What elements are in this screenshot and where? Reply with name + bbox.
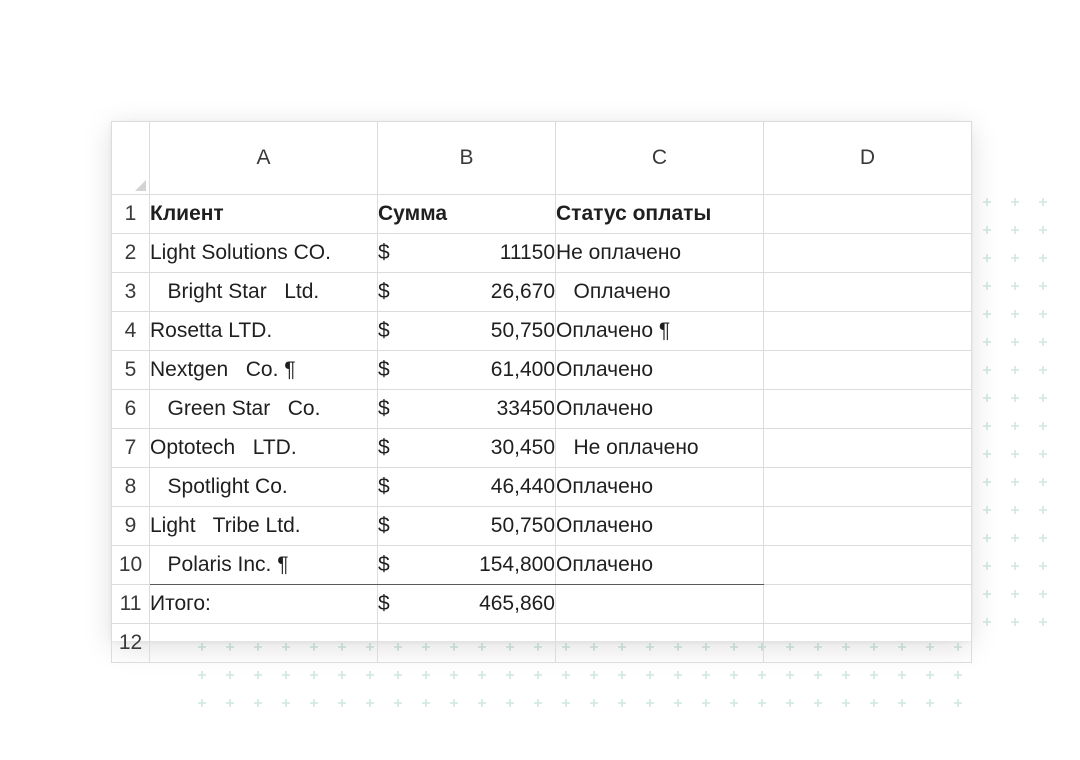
plus-mark xyxy=(534,699,542,707)
plus-mark xyxy=(590,699,598,707)
money-value xyxy=(378,397,555,421)
cell-c[interactable]: Не оплачено xyxy=(556,429,764,468)
column-header-a[interactable]: A xyxy=(150,122,378,195)
plus-mark xyxy=(758,699,766,707)
plus-mark xyxy=(366,699,374,707)
plus-mark xyxy=(1011,226,1019,234)
money-value xyxy=(378,592,555,616)
cell-c[interactable]: Не оплачено xyxy=(556,234,764,273)
plus-mark xyxy=(366,671,374,679)
plus-pattern-icon xyxy=(975,190,1065,630)
plus-mark xyxy=(338,671,346,679)
plus-mark xyxy=(926,671,934,679)
plus-mark xyxy=(1039,226,1047,234)
plus-mark xyxy=(422,671,430,679)
table-row xyxy=(112,585,972,624)
table-row xyxy=(112,273,972,312)
cell-c[interactable]: Оплачено xyxy=(556,507,764,546)
plus-mark xyxy=(954,671,962,679)
plus-mark xyxy=(618,671,626,679)
plus-mark xyxy=(870,699,878,707)
row-header[interactable]: 5 xyxy=(112,351,150,390)
plus-mark xyxy=(983,422,991,430)
plus-mark xyxy=(983,562,991,570)
row-header[interactable]: 12 xyxy=(112,624,150,663)
plus-mark xyxy=(983,310,991,318)
cell-c[interactable]: Статус оплаты xyxy=(556,195,764,234)
plus-mark xyxy=(1011,310,1019,318)
plus-mark xyxy=(842,699,850,707)
amount-value: 50,750 xyxy=(490,514,555,537)
plus-mark xyxy=(198,699,206,707)
plus-mark xyxy=(1039,534,1047,542)
currency-symbol: $ xyxy=(378,319,390,342)
currency-symbol: $ xyxy=(378,475,390,498)
plus-mark xyxy=(394,699,402,707)
currency-symbol: $ xyxy=(378,358,390,381)
plus-mark xyxy=(562,699,570,707)
money-value xyxy=(378,436,555,460)
column-header-d[interactable]: D xyxy=(764,122,972,195)
row-header[interactable]: 9 xyxy=(112,507,150,546)
table-row xyxy=(112,624,972,663)
table-row xyxy=(112,312,972,351)
cell-c[interactable] xyxy=(556,624,764,663)
cell-c[interactable] xyxy=(556,585,764,624)
plus-mark xyxy=(983,282,991,290)
table-row xyxy=(112,546,972,585)
plus-mark xyxy=(1039,310,1047,318)
table-row xyxy=(112,390,972,429)
cell-c[interactable]: Оплачено xyxy=(556,390,764,429)
amount-value: 154,800 xyxy=(479,553,555,576)
plus-mark xyxy=(282,671,290,679)
plus-mark xyxy=(478,671,486,679)
amount-value: 33450 xyxy=(496,397,555,420)
plus-mark xyxy=(1011,618,1019,626)
plus-mark xyxy=(898,671,906,679)
cell-b[interactable] xyxy=(378,507,556,546)
amount-value: 30,450 xyxy=(490,436,555,459)
plus-mark xyxy=(674,699,682,707)
cell-a[interactable] xyxy=(150,624,378,663)
cell-c[interactable]: Оплачено xyxy=(556,468,764,507)
plus-mark xyxy=(338,699,346,707)
plus-mark xyxy=(786,671,794,679)
plus-mark xyxy=(618,699,626,707)
plus-mark xyxy=(983,618,991,626)
plus-mark xyxy=(1039,366,1047,374)
plus-mark xyxy=(1039,478,1047,486)
currency-symbol: $ xyxy=(378,241,390,264)
plus-mark xyxy=(1039,422,1047,430)
plus-mark xyxy=(478,699,486,707)
plus-mark xyxy=(1011,562,1019,570)
money-value xyxy=(378,475,555,499)
plus-mark xyxy=(1039,506,1047,514)
cell-c[interactable]: Оплачено xyxy=(556,546,764,585)
cell-b[interactable] xyxy=(378,624,556,663)
row-header[interactable]: 6 xyxy=(112,390,150,429)
cell-a[interactable]: Optotech LTD. xyxy=(150,429,378,468)
money-value xyxy=(378,553,555,577)
plus-mark xyxy=(1011,282,1019,290)
plus-mark xyxy=(310,699,318,707)
plus-mark xyxy=(282,699,290,707)
plus-mark xyxy=(983,506,991,514)
column-header-c[interactable]: C xyxy=(556,122,764,195)
row-header[interactable]: 11 xyxy=(112,585,150,624)
currency-symbol: $ xyxy=(378,553,390,576)
cell-d[interactable] xyxy=(764,390,972,429)
table-row xyxy=(112,468,972,507)
cell-d[interactable] xyxy=(764,585,972,624)
amount-value: 465,860 xyxy=(479,592,555,615)
plus-mark xyxy=(842,671,850,679)
cell-a[interactable]: Light Solutions CO. xyxy=(150,234,378,273)
plus-mark xyxy=(983,338,991,346)
cell-d[interactable] xyxy=(764,429,972,468)
cell-b[interactable] xyxy=(378,468,556,507)
plus-mark xyxy=(1011,254,1019,262)
plus-mark xyxy=(590,671,598,679)
row-header[interactable]: 10 xyxy=(112,546,150,585)
plus-mark xyxy=(983,254,991,262)
plus-mark xyxy=(674,671,682,679)
amount-value: 46,440 xyxy=(490,475,555,498)
cell-a[interactable]: Клиент xyxy=(150,195,378,234)
table-row xyxy=(112,429,972,468)
plus-mark xyxy=(1011,394,1019,402)
row-header[interactable]: 3 xyxy=(112,273,150,312)
plus-mark xyxy=(1011,422,1019,430)
plus-mark xyxy=(983,534,991,542)
amount-value: 50,750 xyxy=(490,319,555,342)
plus-mark xyxy=(898,699,906,707)
plus-mark xyxy=(702,699,710,707)
plus-mark xyxy=(954,699,962,707)
column-header-b[interactable]: B xyxy=(378,122,556,195)
cell-c[interactable]: Оплачено xyxy=(556,273,764,312)
cell-a[interactable]: Bright Star Ltd. xyxy=(150,273,378,312)
money-value xyxy=(378,358,555,382)
cell-a[interactable]: Light Tribe Ltd. xyxy=(150,507,378,546)
cell-d[interactable] xyxy=(764,351,972,390)
cell-table xyxy=(111,121,972,663)
column-header-row xyxy=(112,122,972,195)
plus-mark xyxy=(983,590,991,598)
plus-mark xyxy=(730,671,738,679)
plus-mark xyxy=(450,671,458,679)
plus-mark xyxy=(1011,450,1019,458)
cell-b[interactable] xyxy=(378,351,556,390)
cell-a[interactable]: Rosetta LTD. xyxy=(150,312,378,351)
plus-mark xyxy=(310,671,318,679)
cell-d[interactable] xyxy=(764,546,972,585)
cell-c[interactable]: Оплачено xyxy=(556,351,764,390)
plus-mark xyxy=(1011,590,1019,598)
plus-mark xyxy=(422,699,430,707)
plus-mark xyxy=(983,394,991,402)
cell-a[interactable]: Green Star Co. xyxy=(150,390,378,429)
spreadsheet-grid xyxy=(111,121,971,654)
row-header[interactable]: 8 xyxy=(112,468,150,507)
cell-d[interactable] xyxy=(764,468,972,507)
money-value xyxy=(378,280,555,304)
plus-mark xyxy=(1039,198,1047,206)
plus-mark xyxy=(646,671,654,679)
plus-mark xyxy=(1011,534,1019,542)
amount-value: 11150 xyxy=(499,241,555,264)
plus-mark xyxy=(254,671,262,679)
plus-mark xyxy=(814,671,822,679)
plus-mark xyxy=(1011,506,1019,514)
select-all-triangle-icon xyxy=(135,180,146,191)
plus-mark xyxy=(1011,366,1019,374)
amount-value: 61,400 xyxy=(490,358,555,381)
cell-b[interactable] xyxy=(378,273,556,312)
cell-d[interactable] xyxy=(764,312,972,351)
plus-mark xyxy=(983,226,991,234)
plus-mark xyxy=(1039,618,1047,626)
cell-b[interactable] xyxy=(378,585,556,624)
plus-mark xyxy=(506,671,514,679)
cell-b[interactable] xyxy=(378,312,556,351)
plus-mark xyxy=(1039,450,1047,458)
plus-mark xyxy=(1039,562,1047,570)
currency-symbol: $ xyxy=(378,280,390,303)
plus-mark xyxy=(450,699,458,707)
row-header[interactable]: 7 xyxy=(112,429,150,468)
amount-value: 26,670 xyxy=(490,280,555,303)
plus-mark xyxy=(702,671,710,679)
cell-b[interactable] xyxy=(378,390,556,429)
currency-symbol: $ xyxy=(378,397,390,420)
plus-mark xyxy=(1011,478,1019,486)
row-header[interactable]: 1 xyxy=(112,195,150,234)
cell-b[interactable] xyxy=(378,546,556,585)
plus-mark xyxy=(394,671,402,679)
table-row xyxy=(112,507,972,546)
plus-mark xyxy=(226,699,234,707)
cell-d[interactable] xyxy=(764,234,972,273)
plus-mark xyxy=(870,671,878,679)
plus-mark xyxy=(1039,590,1047,598)
plus-mark xyxy=(534,671,542,679)
currency-symbol: $ xyxy=(378,436,390,459)
cell-d[interactable] xyxy=(764,273,972,312)
money-value xyxy=(378,319,555,343)
cell-a[interactable]: Spotlight Co. xyxy=(150,468,378,507)
plus-mark xyxy=(646,699,654,707)
plus-mark xyxy=(562,671,570,679)
row-header[interactable]: 2 xyxy=(112,234,150,273)
plus-mark xyxy=(814,699,822,707)
money-value xyxy=(378,514,555,538)
plus-mark xyxy=(198,671,206,679)
plus-mark xyxy=(983,478,991,486)
money-value xyxy=(378,241,555,265)
plus-mark xyxy=(730,699,738,707)
plus-mark xyxy=(1039,338,1047,346)
plus-mark xyxy=(1039,394,1047,402)
cell-b[interactable]: Сумма xyxy=(378,195,556,234)
cell-c[interactable]: Оплачено ¶ xyxy=(556,312,764,351)
plus-mark xyxy=(983,366,991,374)
plus-mark xyxy=(786,699,794,707)
cell-a[interactable]: Polaris Inc. ¶ xyxy=(150,546,378,585)
plus-mark xyxy=(1011,198,1019,206)
cell-d[interactable] xyxy=(764,195,972,234)
plus-mark xyxy=(1039,254,1047,262)
plus-mark xyxy=(254,699,262,707)
plus-mark xyxy=(226,671,234,679)
plus-mark xyxy=(926,699,934,707)
table-row xyxy=(112,351,972,390)
cell-d[interactable] xyxy=(764,624,972,663)
cell-a[interactable]: Итого: xyxy=(150,585,378,624)
table-row xyxy=(112,234,972,273)
cell-d[interactable] xyxy=(764,507,972,546)
currency-symbol: $ xyxy=(378,514,390,537)
row-header[interactable]: 4 xyxy=(112,312,150,351)
cell-b[interactable] xyxy=(378,429,556,468)
currency-symbol: $ xyxy=(378,592,390,615)
plus-mark xyxy=(1011,338,1019,346)
plus-mark xyxy=(506,699,514,707)
plus-mark xyxy=(983,450,991,458)
table-row xyxy=(112,195,972,234)
cell-b[interactable] xyxy=(378,234,556,273)
cell-a[interactable]: Nextgen Co. ¶ xyxy=(150,351,378,390)
plus-mark xyxy=(758,671,766,679)
plus-mark xyxy=(1039,282,1047,290)
select-all-corner[interactable] xyxy=(112,122,150,195)
plus-mark xyxy=(983,198,991,206)
